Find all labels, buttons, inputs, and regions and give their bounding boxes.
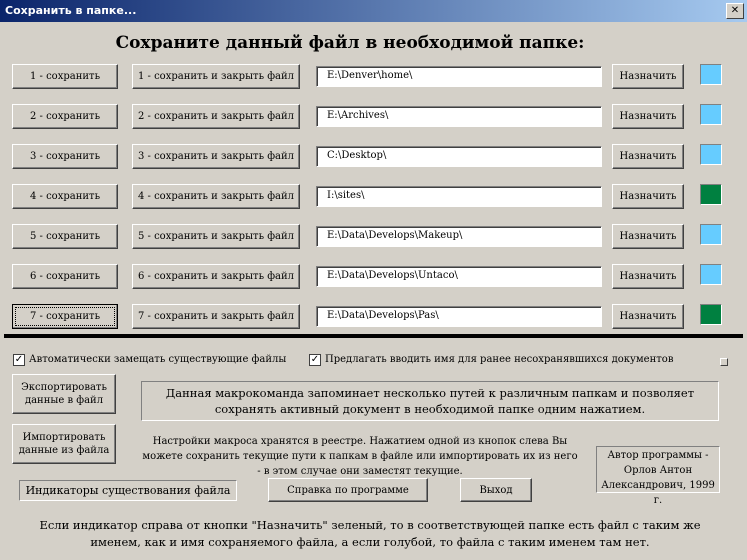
prompt-name-checkbox[interactable]: ✓ [310, 354, 320, 365]
save-close-button[interactable]: 4 - сохранить и закрыть файл [132, 184, 300, 209]
save-button[interactable]: 3 - сохранить [12, 144, 118, 169]
path-field[interactable]: E:\Data\Develops\Pas\ [316, 306, 602, 327]
assign-button[interactable]: Назначить [612, 264, 684, 289]
info-text: Данная макрокоманда запоминает несколько путей к различным папкам и позволяет сохранять активный документ в необходимой папке одним нажатием. [165, 386, 695, 416]
info-box [141, 381, 719, 421]
window-title: Сохранить в папке... [5, 4, 137, 17]
save-button[interactable]: 7 - сохранить [12, 304, 118, 329]
page-title: Сохраните данный файл в необходимой папке: [115, 33, 585, 53]
resize-handle[interactable] [720, 358, 728, 366]
help-button[interactable]: Справка по программе [268, 478, 428, 502]
indicators-label: Индикаторы существования файла [19, 480, 237, 501]
save-close-button[interactable]: 5 - сохранить и закрыть файл [132, 224, 300, 249]
auto-replace-label: Автоматически замещать существующие файлы [29, 354, 287, 365]
exit-button[interactable]: Выход [460, 478, 532, 502]
assign-button[interactable]: Назначить [612, 224, 684, 249]
save-button[interactable]: 4 - сохранить [12, 184, 118, 209]
save-button[interactable]: 5 - сохранить [12, 224, 118, 249]
assign-button[interactable]: Назначить [612, 184, 684, 209]
assign-button[interactable]: Назначить [612, 144, 684, 169]
path-field[interactable]: E:\Denver\home\ [316, 66, 602, 87]
author-box: Автор программы - Орлов Антон Александрович, 1999 г. [596, 446, 720, 493]
assign-button[interactable]: Назначить [612, 304, 684, 329]
save-close-button[interactable]: 2 - сохранить и закрыть файл [132, 104, 300, 129]
prompt-name-label: Предлагать вводить имя для ранее несохранявшихся документов [325, 354, 674, 365]
footer-note: Если индикатор справа от кнопки "Назначить" зеленый, то в соответствующей папке есть файл с таким же именем, как и имя сохраняемого файла, а если голубой, то файла с таким именем там нет. [39, 518, 701, 549]
file-exists-indicator [700, 224, 722, 245]
file-exists-indicator [700, 144, 722, 165]
assign-button[interactable]: Назначить [612, 64, 684, 89]
assign-button[interactable]: Назначить [612, 104, 684, 129]
divider [4, 334, 743, 338]
save-button[interactable]: 2 - сохранить [12, 104, 118, 129]
path-field[interactable]: C:\Desktop\ [316, 146, 602, 167]
path-field[interactable]: E:\Data\Develops\Untaco\ [316, 266, 602, 287]
save-close-button[interactable]: 3 - сохранить и закрыть файл [132, 144, 300, 169]
save-close-button[interactable]: 6 - сохранить и закрыть файл [132, 264, 300, 289]
file-exists-indicator [700, 104, 722, 125]
auto-replace-checkbox[interactable]: ✓ [14, 354, 24, 365]
file-exists-indicator [700, 64, 722, 85]
save-button[interactable]: 6 - сохранить [12, 264, 118, 289]
import-button[interactable]: Импортировать данные из файла [12, 424, 116, 464]
file-exists-indicator [700, 184, 722, 205]
title-bar [0, 0, 747, 22]
path-field[interactable]: I:\sites\ [316, 186, 602, 207]
save-close-button[interactable]: 7 - сохранить и закрыть файл [132, 304, 300, 329]
save-button[interactable]: 1 - сохранить [12, 64, 118, 89]
export-button[interactable]: Экспортировать данные в файл [12, 374, 116, 414]
close-icon[interactable]: ✕ [726, 3, 744, 19]
save-close-button[interactable]: 1 - сохранить и закрыть файл [132, 64, 300, 89]
path-field[interactable]: E:\Data\Develops\Makeup\ [316, 226, 602, 247]
path-field[interactable]: E:\Archives\ [316, 106, 602, 127]
registry-note: Настройки макроса хранятся в реестре. Нажатием одной из кнопок слева Вы можете сохранить текущие пути к папкам в файле или импортировать их из него - в этом случае они заместят текущие. [142, 436, 578, 477]
file-exists-indicator [700, 264, 722, 285]
file-exists-indicator [700, 304, 722, 325]
